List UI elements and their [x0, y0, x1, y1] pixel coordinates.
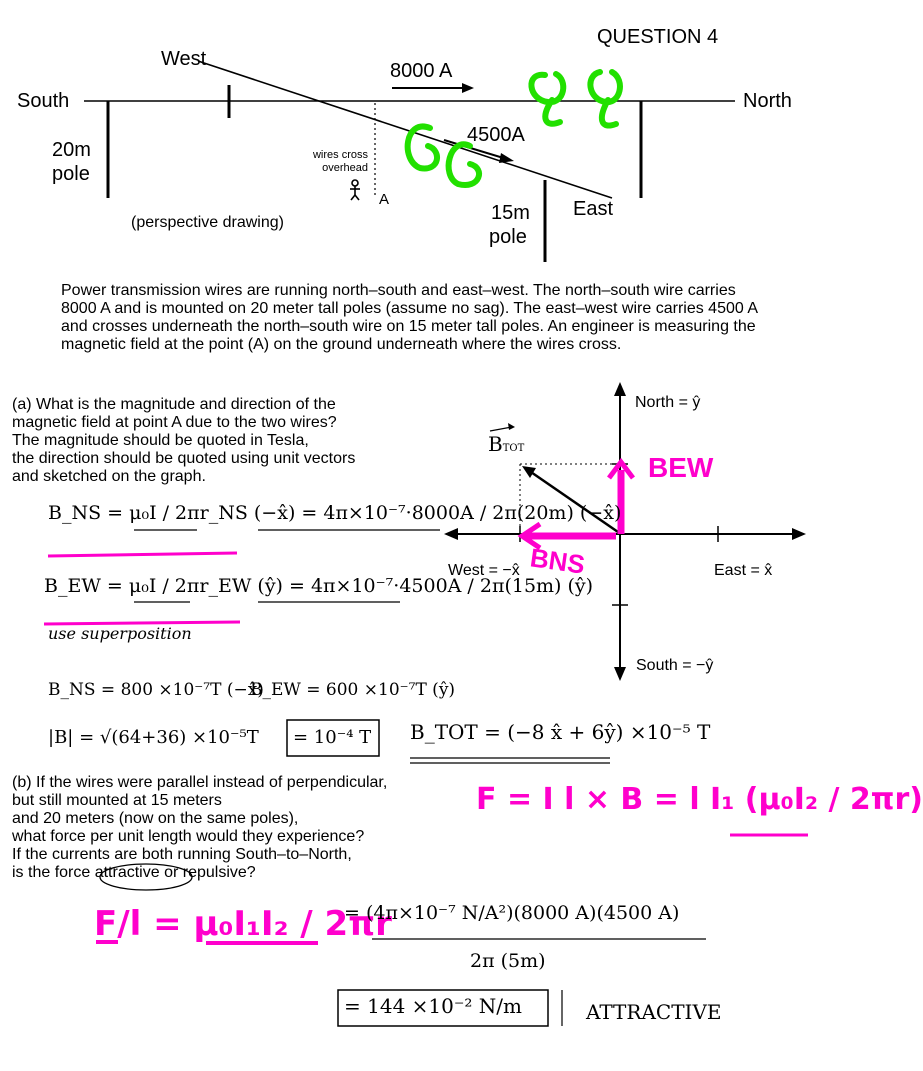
bns-axis-label: BNS: [528, 542, 587, 580]
south-label: South: [17, 90, 70, 112]
force-numerator: = (4π×10⁻⁷ N/A²)(8000 A)(4500 A): [344, 902, 680, 924]
part-a-text: (a) What is the magnitude and direction of the magnetic field at point A due to the two wires? The magnitude should be quoted in Tesla, the direction should be quoted using unit vectors and sketched on the graph.: [12, 396, 356, 485]
west-label: West: [161, 48, 207, 70]
btot-vector-equation: B_TOT = (−8 x̂ + 6ŷ) ×10⁻⁵ T: [410, 720, 711, 744]
current-ns-label: 8000 A: [390, 60, 453, 82]
point-a-label: A: [379, 191, 390, 208]
pole-15-label-2: pole: [489, 226, 527, 248]
current-ew-label: 4500A: [467, 124, 525, 146]
btot-axis-label: BTOT: [488, 432, 525, 456]
person-icon: [350, 180, 360, 200]
bns-underline: [48, 553, 237, 556]
current-arrow-ns: [392, 83, 474, 93]
superposition-note: use superposition: [48, 624, 192, 643]
axis-north-label: North = ŷ: [635, 394, 701, 411]
bns-value: B_NS = 800 ×10⁻⁷T (−x̂): [48, 680, 264, 700]
axis-east-label: East = x̂: [714, 562, 773, 579]
question-title: QUESTION 4: [597, 26, 719, 48]
north-label: North: [743, 90, 792, 112]
axes-graph: [444, 382, 806, 681]
axis-west-label: West = −x̂: [448, 562, 520, 579]
btot-overarrow-icon: [490, 423, 515, 431]
bew-axis-label: BEW: [648, 452, 714, 483]
force-per-length-equation: F/l = μ₀I₁I₂ / 2πr: [94, 904, 392, 944]
force-denominator: 2π (5m): [470, 950, 546, 972]
pole-20-label-2: pole: [52, 163, 90, 185]
part-b-text: (b) If the wires were parallel instead of perpendicular, but still mounted at 15 meters and 20 meters (now on the same poles), what force per unit length would they experience? If the currents are both running South–to–North, is the force attractive or repulsive?: [12, 774, 388, 881]
east-label: East: [573, 198, 614, 220]
pole-15-label-1: 15m: [491, 202, 530, 224]
wires-cross-label-2: overhead: [322, 162, 368, 174]
pole-20-label-1: 20m: [52, 139, 91, 161]
problem-description: Power transmission wires are running north–south and east–west. The north–south wire carries 8000 A and is mounted on 20 meter tall poles (assume no sag). The east–west wire carries 4500 A and crosses underneath the north–south wire on 15 meter tall poles. An engineer is measuring the magnetic field at the point (A) on the ground underneath where the wires cross.: [61, 282, 758, 353]
bns-equation: B_NS = μ₀I / 2πr_NS (−x̂) = 4π×10⁻⁷·8000A / 2π(20m) (−x̂): [48, 502, 622, 524]
force-equation: F = I l × B = l I₁ (μ₀I₂ / 2πr): [476, 782, 923, 817]
axis-south-label: South = −ŷ: [636, 657, 714, 674]
bew-equation: B_EW = μ₀I / 2πr_EW (ŷ) = 4π×10⁻⁷·4500A / 2π(15m) (ŷ): [44, 575, 594, 597]
force-result: = 144 ×10⁻² N/m: [344, 994, 522, 1018]
wires-cross-label-1: wires cross: [312, 149, 368, 161]
bew-value: B_EW = 600 ×10⁻⁷T (ŷ): [250, 680, 456, 700]
attractive-answer: ATTRACTIVE: [586, 1000, 722, 1024]
perspective-label: (perspective drawing): [131, 214, 284, 231]
magnitude-equation: |B| = √(64+36) ×10⁻⁵T: [48, 727, 259, 748]
magnitude-result: = 10⁻⁴ T: [293, 727, 372, 748]
